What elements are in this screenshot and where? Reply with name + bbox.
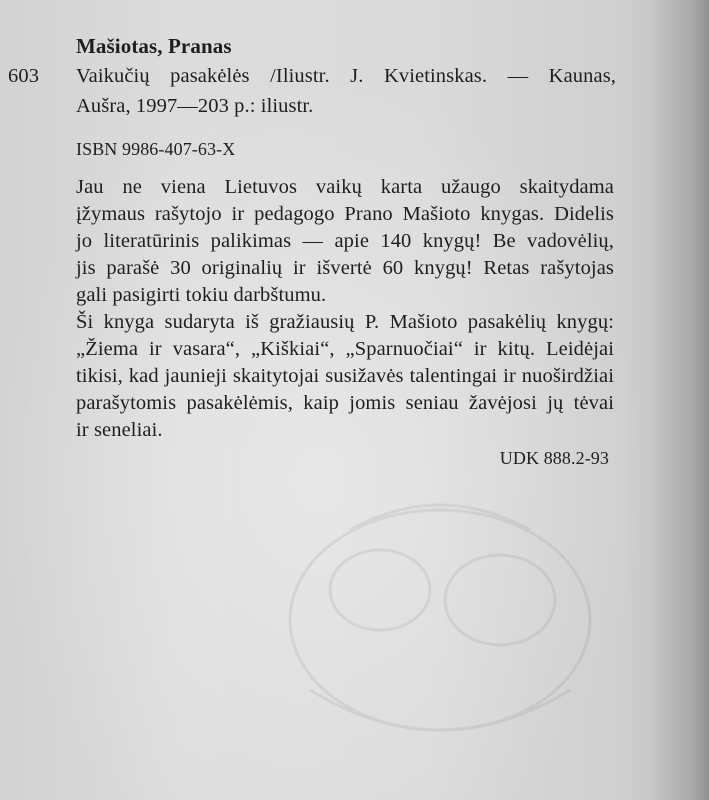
annotation-line: ir seneliai. bbox=[76, 419, 163, 441]
annotation-line: gali pasigirti tokiu darbštumu. bbox=[76, 284, 327, 306]
annotation-line: jis parašė 30 originalių ir išvertė 60 knygų! Retas rašytojas bbox=[76, 257, 614, 279]
isbn-number: ISBN 9986-407-63-X bbox=[76, 139, 236, 159]
faint-illustration-watermark bbox=[230, 470, 650, 770]
annotation-line: „Žiema ir vasara“, „Kiškiai“, „Sparnuočiai“ ir kitų. Leidėjai bbox=[76, 338, 614, 360]
bibliographic-reference-line: Aušra, 1997—203 p.: iliustr. bbox=[76, 95, 314, 117]
page-edge-shadow bbox=[649, 0, 709, 800]
annotation-line: parašytomis pasakėlėmis, kaip jomis seniau žavėjosi jų tėvai bbox=[76, 392, 614, 414]
annotation-line: tikisi, kad jaunieji skaitytojai susižavės talentingai ir nuoširdžiai bbox=[76, 365, 614, 387]
author-heading: Mašiotas, Pranas bbox=[76, 34, 232, 58]
annotation-line: įžymaus rašytojo ir pedagogo Prano Mašioto knygas. Didelis bbox=[76, 203, 614, 225]
annotation-line: Jau ne viena Lietuvos vaikų karta užaugo skaitydama bbox=[76, 176, 614, 198]
catalog-number: 603 bbox=[8, 65, 40, 87]
annotation-line: Ši knyga sudaryta iš gražiausių P. Mašioto pasakėlių knygų: bbox=[76, 311, 614, 333]
bibliographic-reference-line: Vaikučių pasakėlės /Iliustr. J. Kvietinskas. — Kaunas, bbox=[76, 65, 616, 87]
annotation-line: jo literatūrinis palikimas — apie 140 knygų! Be vadovėlių, bbox=[76, 230, 614, 252]
udk-classification: UDK 888.2-93 bbox=[499, 448, 609, 468]
